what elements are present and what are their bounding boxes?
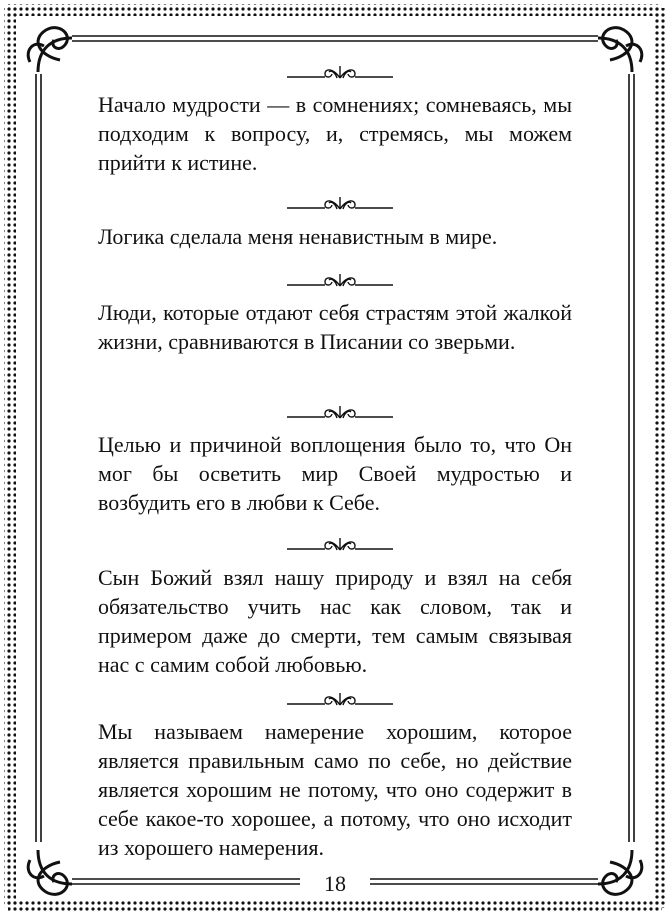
corner-flourish-top-right [598,28,642,72]
paragraph: Начало мудрости — в сомнениях; сомневаясь, мы подходим к вопросу, и, стремясь, мы можем прийти к истине. [98,92,572,175]
divider-ornament [285,270,395,292]
paragraph: Логика сделала меня ненавистным в мире. [98,224,498,249]
divider-ornament [285,534,395,556]
divider-ornament [285,402,395,424]
divider-ornament [285,689,395,711]
divider-ornament [285,62,395,84]
corner-flourish-top-left [28,28,72,72]
paragraph: Сын Божий взял нашу природу и взял на себя обязательство учить нас как словом, так и примером даже до смерти, тем самым связывая нас с самим собой любовью. [98,565,572,677]
divider-ornament [285,193,395,215]
paragraph: Мы называем намерение хорошим, которое является правильным само по себе, но действие является хорошим не потому, что оно содержит в себе какое-то хорошее, а потому, что оно исходит из хорошего намерения. [98,719,572,860]
paragraph: Люди, которые отдают себя страстям этой жалкой жизни, сравниваются в Писании со зверьми. [98,300,572,354]
page-number: 18 [324,871,346,896]
paragraph: Целью и причиной воплощения было то, что Он мог бы осветить мир Своей мудростью и возбудить его в любви к Себе. [98,432,572,515]
